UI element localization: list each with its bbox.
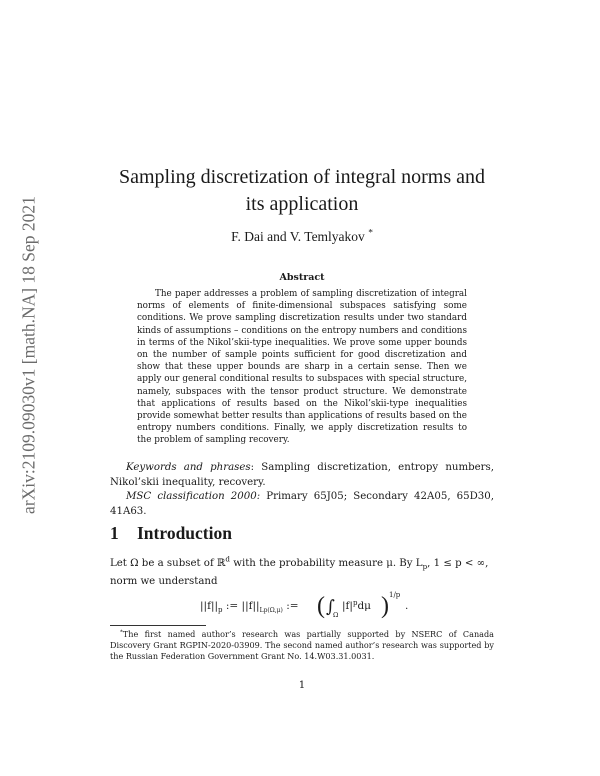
paper-title: [110, 164, 494, 218]
authors-names: F. Dai and V. Temlyakov: [231, 229, 365, 244]
formula-assign-sub: Lp(Ω,μ): [259, 607, 283, 614]
keywords-text: : Sampling discretization, entropy numbers, Nikol’skii inequality, recovery.: [110, 462, 494, 488]
formula-outer-sup: 1/p: [389, 591, 401, 599]
abstract-heading: Abstract: [279, 272, 325, 283]
author-list: [110, 229, 494, 245]
keywords-block: [110, 461, 494, 519]
formula-integral-sub: Ω: [333, 611, 339, 619]
intro-sup-d: d: [225, 554, 230, 564]
author-footnote-mark: *: [368, 228, 373, 239]
formula-left-paren: (: [317, 593, 325, 619]
section-number: 1: [110, 523, 119, 543]
arxiv-sidebar-stamp: [14, 170, 44, 540]
title-line-1: Sampling discretization of integral norms and: [118, 166, 486, 188]
title-line-2: its application: [245, 193, 359, 215]
page-number: 1: [298, 680, 306, 691]
formula-period: .: [405, 600, 409, 612]
section-title: Introduction: [137, 523, 232, 543]
intro-text-a: Let Ω be a subset of ℝ: [110, 558, 226, 569]
formula-lhs: ||f||: [200, 600, 219, 612]
footnote: [110, 629, 494, 662]
svg-text:|f|pdμ: [342, 599, 371, 613]
formula-integrand: |f|: [342, 600, 353, 612]
msc-label: MSC classification 2000:: [126, 491, 261, 503]
formula-dmu: dμ: [357, 600, 371, 612]
abstract-text: The paper addresses a problem of sampling discretization of integral norms of elements of finite-dimensional subspaces satisfying some conditions. We prove sampling discretization results under two standard kinds of assumptions – conditions on the entropy numbers and conditions in terms of the Nikol’skii-type inequalities. We prove some upper bounds on the number of sample points sufficient for good discretization and show that these upper bounds are sharp in a certain sense. Then we apply our general conditional results to subspaces with special structure, namely, subspaces with the tensor product structure. We demonstrate that applications of results based on the Nikol’skii-type inequalities provide somewhat better results than applications of results based on the entropy numbers conditions. Finally, we apply discretization results to the problem of sampling recovery.: [137, 289, 467, 446]
formula-integral: ∫: [326, 597, 335, 617]
formula-integrand-sup: p: [352, 599, 358, 607]
msc-paragraph: [110, 490, 494, 519]
arxiv-identifier: arXiv:2109.09030v1 [math.NA] 18 Sep 2021: [18, 196, 39, 514]
formula-rhs-assign: :=: [282, 600, 299, 612]
intro-paragraph: [110, 556, 494, 589]
svg-text:||f||p := ||f||Lp(Ω,μ) :=: [200, 600, 299, 614]
footnote-rule: [110, 625, 206, 626]
abstract-body: [137, 288, 467, 447]
norm-formula: [200, 590, 420, 620]
intro-text-b: with the probability measure μ. By L: [229, 558, 423, 569]
footnote-paragraph: [110, 629, 494, 662]
footnote-mark: *: [120, 629, 123, 636]
formula-lhs-sub: p: [218, 606, 223, 614]
intro-text-c: , 1 ≤ p < ∞,: [427, 558, 489, 569]
intro-sub-p: p: [422, 562, 428, 572]
keywords-paragraph: [110, 461, 494, 490]
formula-assign: := ||f||: [222, 600, 260, 612]
intro-line-2: norm we understand: [110, 576, 218, 588]
msc-text: Primary 65J05; Secondary 42A05, 65D30, 41A63.: [110, 491, 494, 517]
intro-line-1: [110, 556, 494, 574]
keywords-label: Keywords and phrases: [126, 462, 251, 473]
footnote-text: The first named author’s research was partially supported by NSERC of Canada Discovery Grant RGPIN-2020-03909. The second named author’s research was supported by the Russian Federation Government Grant No. 14.W03.31.0031.: [110, 629, 494, 661]
section-heading: [110, 523, 494, 544]
formula-right-paren: ): [381, 593, 389, 619]
